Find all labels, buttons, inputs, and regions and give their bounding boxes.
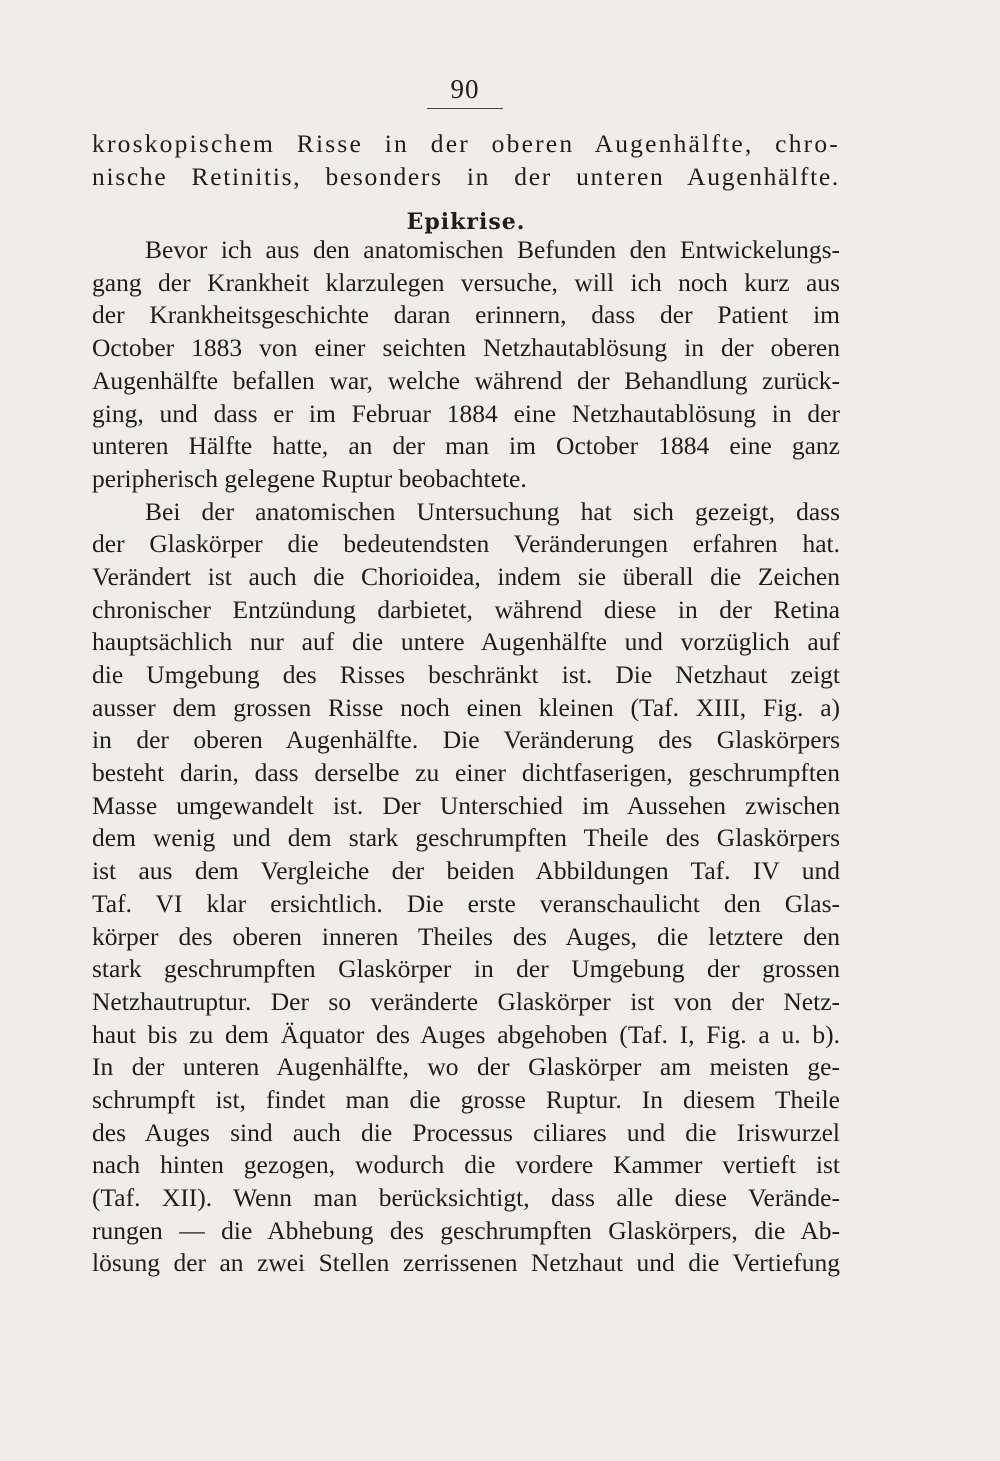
text-line: peripherisch gelegene Ruptur beobachtete. [92,463,527,493]
text-line: Netzhautruptur. Der so veränderte Glaskörper ist von der Netz- [92,986,840,1016]
text-line: October 1883 von einer seichten Netzhautablösung in der oberen [92,333,840,363]
text-line: Masse umgewandelt ist. Der Unterschied im Aussehen zwischen [92,790,840,820]
text-line: rungen — die Abhebung des geschrumpften Glaskörpers, die Ab- [92,1215,840,1245]
text-line: gang der Krankheit klarzulegen versuche, will ich noch kurz aus [92,267,840,297]
text-line: (Taf. XII). Wenn man berücksichtigt, dass alle diese Verände- [92,1183,840,1212]
page-number: 90 [450,74,480,104]
text-line: ist aus dem Vergleiche der beiden Abbildungen Taf. IV und [92,856,840,886]
text-line: nische Retinitis, besonders in der unteren Augenhälfte. [92,161,840,191]
text-line: stark geschrumpften Glaskörper in der Umgebung der grossen [92,954,840,984]
text-line: dem wenig und dem stark geschrumpften Theile des Glaskörpers [92,823,840,853]
text-line: ausser dem grossen Risse noch einen kleinen (Taf. XIII, Fig. a) [92,692,840,722]
body-text [92,128,840,1280]
text-line: in der oberen Augenhälfte. Die Veränderung des Glaskörpers [92,725,840,755]
text-line: der Glaskörper die bedeutendsten Veränderungen erfahren hat. [92,529,840,559]
text-line: kroskopischem Risse in der oberen Augenhälfte, chro- [92,129,840,158]
text-line: ging, und dass er im Februar 1884 eine Netzhautablösung in der [92,398,840,428]
text-line: chronischer Entzündung darbietet, während diese in der Retina [92,594,840,624]
text-line: unteren Hälfte hatte, an der man im October 1884 eine ganz [92,431,840,461]
text-line: Bei der anatomischen Untersuchung hat sich gezeigt, dass [145,496,840,526]
text-line: nach hinten gezogen, wodurch die vordere Kammer vertieft ist [92,1150,840,1180]
text-line: Taf. VI klar ersichtlich. Die erste veranschaulicht den Glas- [92,888,840,918]
text-line: besteht darin, dass derselbe zu einer dichtfaserigen, geschrumpften [92,758,840,788]
text-line: In der unteren Augenhälfte, wo der Glaskörper am meisten ge- [92,1052,840,1082]
text-line: der Krankheitsgeschichte daran erinnern, dass der Patient im [92,300,840,330]
text-line: die Umgebung des Risses beschränkt ist. Die Netzhaut zeigt [92,660,840,689]
text-line: Augenhälfte befallen war, welche während der Behandlung zurück- [92,365,840,395]
section-heading: Epikrise. [406,209,526,236]
text-line: des Auges sind auch die Processus ciliares und die Iriswurzel [92,1117,840,1147]
text-line: Verändert ist auch die Chorioidea, indem sie überall die Zeichen [92,561,840,591]
text-line: körper des oberen inneren Theiles des Auges, die letztere den [92,921,840,951]
text-line: haut bis zu dem Äquator des Auges abgehoben (Taf. I, Fig. a u. b). [92,1019,840,1049]
section-gap [92,193,840,201]
text-line: Bevor ich aus den anatomischen Befunden den Entwickelungs- [145,235,840,265]
text-line: schrumpft ist, findet man die grosse Ruptur. In diesem Theile [92,1084,840,1114]
text-line: lösung der an zwei Stellen zerrissenen Netzhaut und die Vertiefung [92,1248,840,1278]
page-number-rule [427,108,503,109]
text-line: hauptsächlich nur auf die untere Augenhälfte und vorzüglich auf [92,627,840,657]
